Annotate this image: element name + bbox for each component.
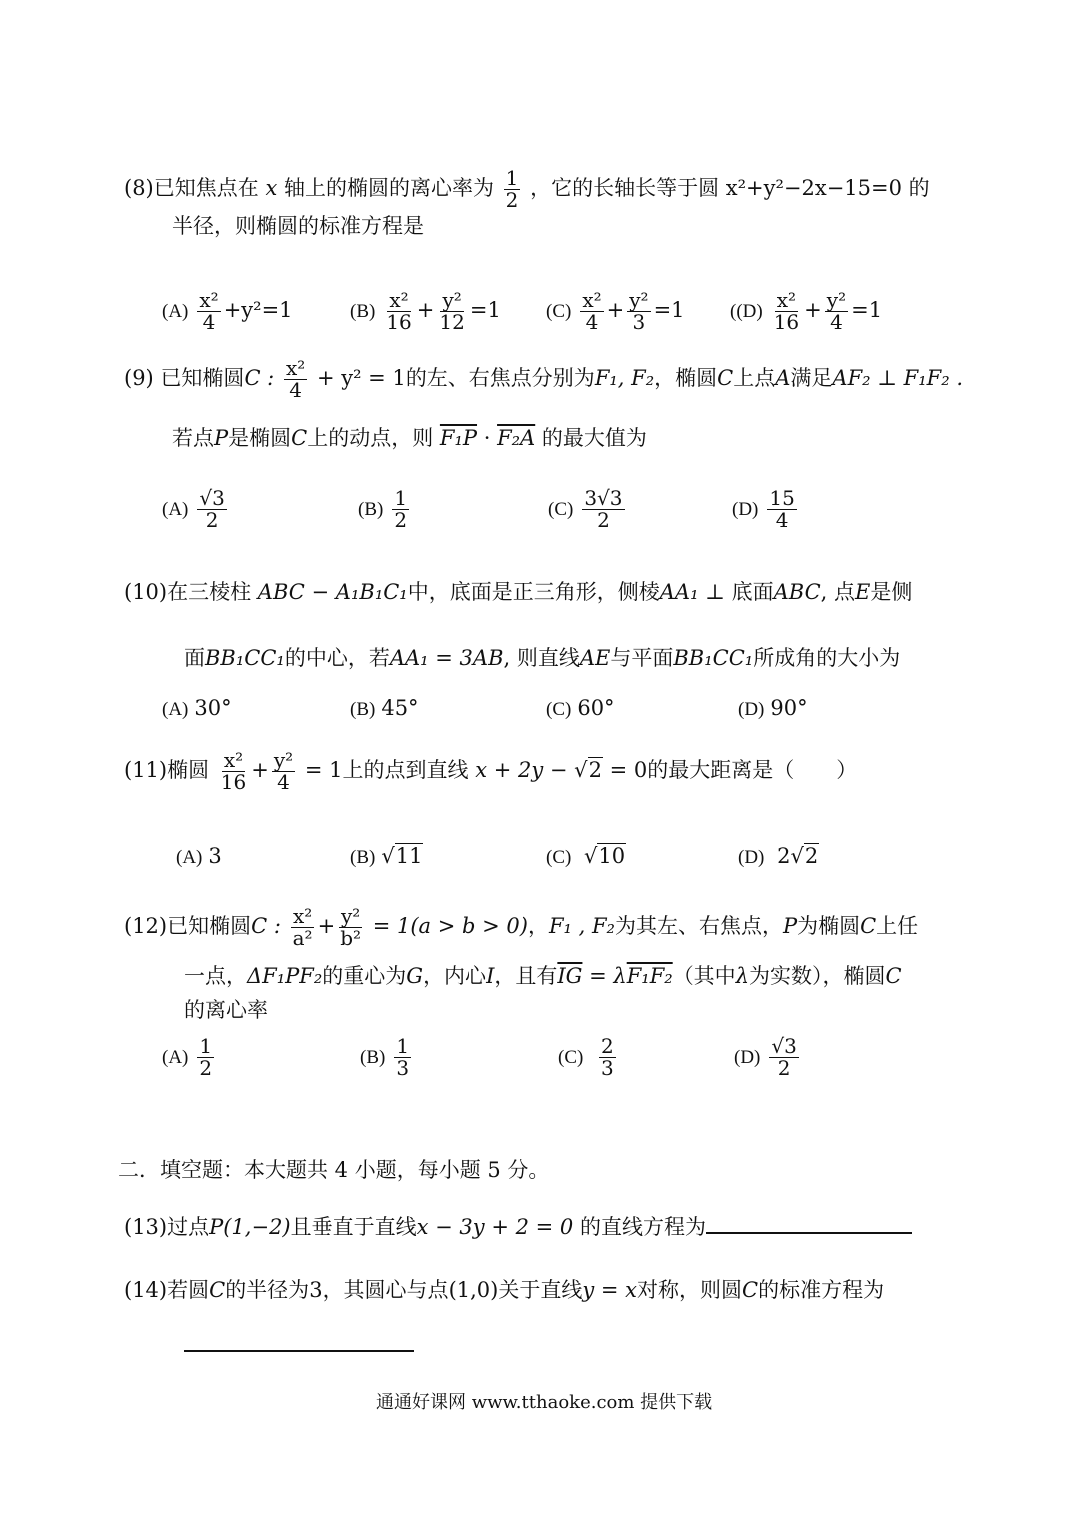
q12-number: (12) (124, 914, 168, 938)
q10-number: (10) (124, 580, 168, 604)
q12-line1: (12)已知椭圆C : $\frac{\text{x²}}{\text{a²}}$ + $\frac{\text{y²}}{\text{b²}}$ = 1(a > b > 0)，F₁ , F₂为其左、右焦点，P为椭圆C上任 (124, 904, 919, 950)
q9-options (162, 488, 962, 548)
q8-options (162, 290, 962, 340)
q12-line2: 一点，ΔF₁PF₂的重心为G，内心I，且有$\overline{IG} = \lambda F_1F_2$（其中λ为实数），椭圆C (184, 964, 902, 988)
q8-option-d: ((D) $\frac{\text{x²}}{16}$ + $\frac{\text{y²}}{4}$ =1 (730, 288, 883, 334)
q14-number: (14) (124, 1278, 168, 1302)
q10-option-c: (C) 60° (546, 696, 615, 720)
q12-line3: 的离心率 (184, 998, 268, 1022)
q11-options (176, 846, 976, 876)
q8-number: (8) (124, 176, 154, 200)
q10-option-b: (B) 45° (350, 696, 419, 720)
q8-line1: (8)已知焦点在 x 轴上的椭圆的离心率为 $\frac{1}{2}$ ，它的长轴长等于圆 x²+y²−2x−15=0 的 (124, 166, 930, 212)
q11-option-d: (D) 2√2 (738, 844, 819, 868)
q12-option-a: (A) $\frac{1}{2}$ (162, 1034, 213, 1080)
footer: 通通好课网 www.tthaoke.com 提供下载 (376, 1392, 713, 1413)
q9-option-d: (D) $\frac{15}{4}$ (732, 486, 795, 532)
q13-number: (13) (124, 1215, 168, 1239)
q14-line: (14)若圆C的半径为3，其圆心与点(1,0)关于直线y = x对称，则圆C的标准方程为 (124, 1278, 885, 1302)
q11-option-b: (B) √11 (350, 844, 423, 868)
q11-option-a: (A) 3 (176, 844, 222, 868)
q12-options (162, 1036, 962, 1096)
q10-line1: (10)在三棱柱 ABC − A₁B₁C₁中，底面是正三角形，侧棱AA₁ ⊥ 底面ABC, 点E是侧 (124, 580, 913, 604)
q8-option-c: (C) $\frac{\text{x²}}{4}$ + $\frac{\text{y²}}{3}$ =1 (546, 288, 685, 334)
q9-line2: 若点P是椭圆C上的动点，则 F₁P · F₂A 的最大值为 (172, 426, 647, 450)
q14-answer-blank[interactable] (184, 1350, 414, 1352)
q11-option-c: (C) √10 (546, 844, 626, 868)
q13-line: (13)过点P(1,−2)且垂直于直线x − 3y + 2 = 0 的直线方程为 (124, 1214, 912, 1238)
q8-option-b: (B) $\frac{\text{x²}}{16}$ + $\frac{\text{y²}}{12}$ =1 (350, 288, 501, 334)
q8-eccentricity: $\frac{1}{2}$ (505, 166, 519, 212)
q8-line2: 半径，则椭圆的标准方程是 (172, 214, 424, 238)
q11-line1: (11)椭圆 $\frac{\text{x²}}{16}$ + $\frac{\text{y²}}{4}$ = 1上的点到直线 x + 2y − √2 = 0的最大距离是（ ） (124, 748, 858, 794)
q9-option-c: (C) $\frac{3√3}{2}$ (548, 486, 623, 532)
q10-option-d: (D) 90° (738, 696, 808, 720)
q8-circle-equation: x²+y²−2x−15=0 (725, 176, 902, 200)
section-2-heading: 二．填空题：本大题共 4 小题，每小题 5 分。 (118, 1158, 550, 1182)
q13-answer-blank[interactable] (706, 1214, 912, 1234)
q10-option-a: (A) 30° (162, 696, 232, 720)
q11-number: (11) (124, 758, 168, 782)
q12-option-b: (B) $\frac{1}{3}$ (360, 1034, 410, 1080)
q9-number: (9) (124, 366, 154, 390)
q9-option-b: (B) $\frac{1}{2}$ (358, 486, 408, 532)
q8-option-a: (A) $\frac{\text{x²}}{4}$ +y²=1 (162, 288, 293, 334)
q10-options (162, 698, 962, 728)
q12-option-d: (D) $\frac{√3}{2}$ (734, 1034, 797, 1080)
q10-line2: 面BB₁CC₁的中心，若AA₁ = 3AB, 则直线AE与平面BB₁CC₁所成角的大小为 (184, 646, 901, 670)
q9-line1: (9) 已知椭圆C : $\frac{\text{x²}}{4}$ + y² = 1的左、右焦点分别为F₁, F₂，椭圆C上点A满足AF₂ ⊥ F₁F₂ . (124, 356, 963, 402)
q12-option-c: (C) $\frac{2}{3}$ (558, 1034, 614, 1080)
q9-option-a: (A) $\frac{√3}{2}$ (162, 486, 225, 532)
